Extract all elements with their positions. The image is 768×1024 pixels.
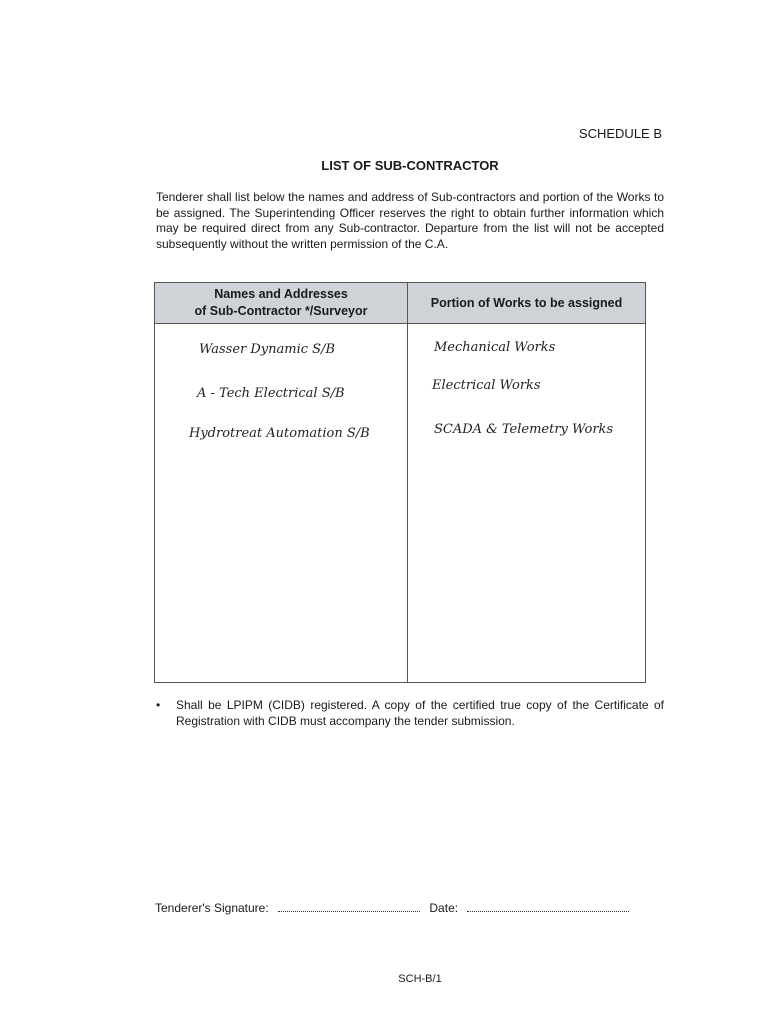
- table-row-portion: Mechanical Works: [434, 340, 556, 355]
- sub-contractor-table: [154, 282, 646, 683]
- table-row-name: Hydrotreat Automation S/B: [189, 426, 370, 441]
- date-label: Date:: [429, 901, 459, 915]
- portion-cell: [408, 324, 646, 683]
- signature-label: Tenderer's Signature:: [155, 901, 269, 915]
- table-row-name: A - Tech Electrical S/B: [197, 386, 345, 401]
- header-portion: Portion of Works to be assigned: [408, 283, 646, 324]
- table-row-portion: SCADA & Telemetry Works: [434, 422, 614, 437]
- header-names-line1: Names and Addresses: [214, 287, 348, 301]
- table-row-portion: Electrical Works: [432, 378, 541, 393]
- date-field[interactable]: [467, 901, 629, 912]
- intro-paragraph: Tenderer shall list below the names and address of Sub-contractors and portion of the Works to be assigned. The Superintending Officer reserves the right to obtain further information which may be required direct from any Sub-contractor. Departure from the list will not be accepted subsequently without the written permission of the C.A.: [156, 190, 664, 251]
- table-row-name: Wasser Dynamic S/B: [199, 342, 335, 357]
- page-title: LIST OF SUB-CONTRACTOR: [321, 158, 499, 173]
- page-number: SCH-B/1: [398, 973, 442, 985]
- header-names: [155, 283, 408, 324]
- bullet: •: [156, 698, 161, 712]
- note-text: Shall be LPIPM (CIDB) registered. A copy of the certified true copy of the Certificate of Registration with CIDB must accompany the tender submission.: [176, 698, 664, 728]
- header-names-line2: of Sub-Contractor */Surveyor: [194, 304, 368, 318]
- registration-note: [156, 698, 664, 729]
- names-cell: [155, 324, 408, 683]
- signature-line: [155, 901, 629, 915]
- schedule-label: SCHEDULE B: [578, 126, 662, 141]
- signature-field[interactable]: [278, 901, 420, 912]
